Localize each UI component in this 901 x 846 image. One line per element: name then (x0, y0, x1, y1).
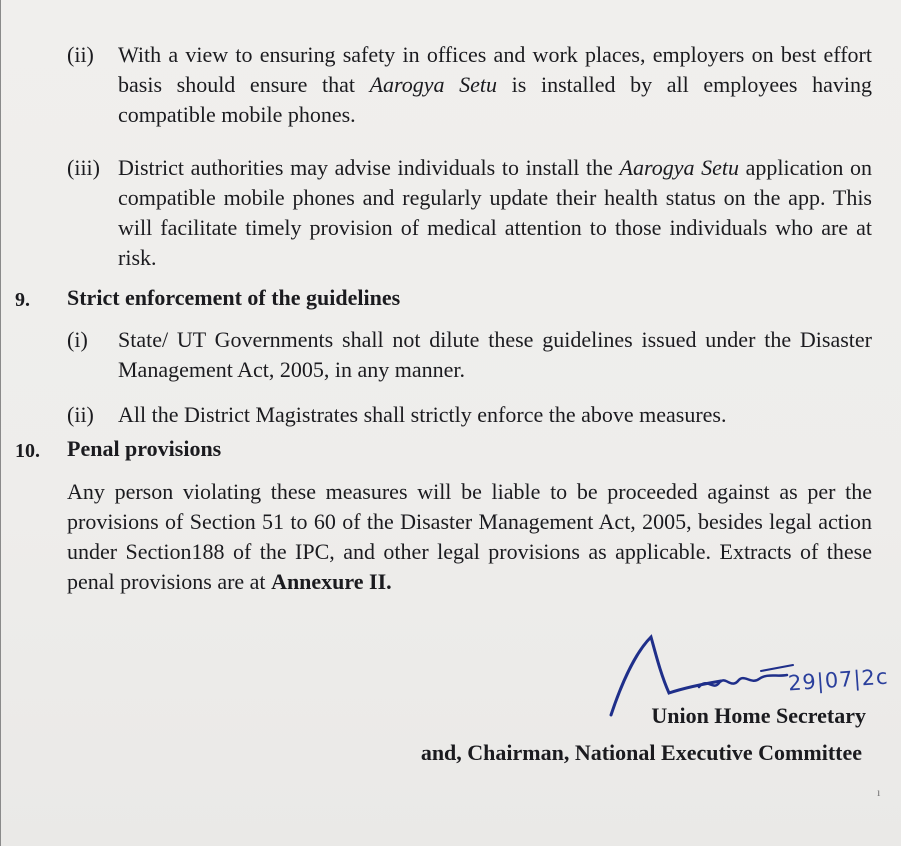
annexure-reference: Annexure II. (271, 569, 392, 594)
handwritten-date: 29|07|2c (787, 664, 890, 696)
section-heading: Strict enforcement of the guidelines (67, 285, 401, 310)
paragraph-text: With a view to ensuring safety in offices and work places, employers on best effort basis should ensure that (118, 42, 872, 97)
item-number: (iii) (67, 155, 100, 180)
paragraph-text: Any person violating these measures will be liable to be proceeded against as per the provisions of Section 51 to 60 of the Disaster Management Act, 2005, besides legal action under Section188 of the IPC, and other legal provisions as applicable. Extracts of these penal provisions are at (67, 479, 872, 594)
paragraph-text: application on compatible mobile phones and regularly update their health status on the app. This will facilitate timely provision of medical attention to those individuals who are at risk. (118, 155, 873, 270)
app-name: Aarogya Setu (619, 155, 739, 180)
paragraph-text: District authorities may advise individuals to install the (118, 155, 620, 180)
paragraph-9-ii (118, 400, 872, 430)
stray-mark: ı (877, 785, 881, 799)
paragraph-9-i (118, 325, 872, 385)
paragraph-text: is installed by all employees having compatible mobile phones. (118, 72, 872, 127)
item-number: (ii) (67, 402, 94, 427)
section-heading: Penal provisions (67, 436, 222, 461)
signatory-subtitle: and, Chairman, National Executive Committee (420, 740, 862, 765)
paragraph-iii-district (118, 153, 872, 273)
paragraph-text: State/ UT Governments shall not dilute these guidelines issued under the Disaster Management Act, 2005, in any manner. (118, 327, 872, 382)
paragraph-text: All the District Magistrates shall strictly enforce the above measures. (118, 402, 727, 427)
paragraph-ii-safety (118, 40, 872, 130)
section-number: 10. (15, 440, 40, 462)
paragraph-penal (67, 477, 872, 597)
signatory-title: Union Home Secretary (651, 703, 866, 728)
app-name: Aarogya Setu (369, 72, 498, 97)
section-number: 9. (15, 289, 30, 311)
item-number: (i) (67, 327, 88, 352)
item-number: (ii) (67, 42, 94, 67)
